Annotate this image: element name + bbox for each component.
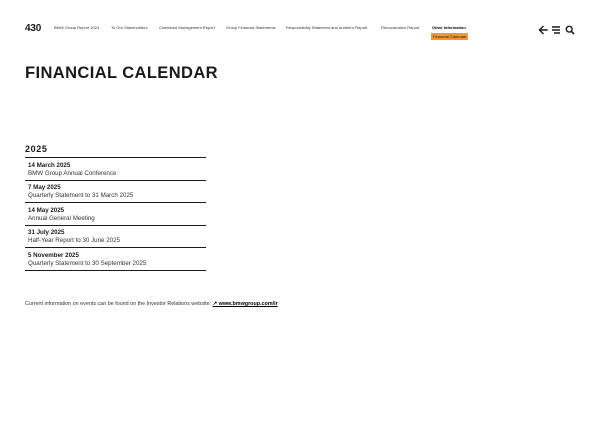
entry-date: 5 November 2025 [28,251,79,259]
external-link-icon: ↗ [212,301,218,307]
nav-item-group-financial-statements[interactable]: Group Financial Statements [226,25,276,30]
nav-item-remuneration-report[interactable]: Remuneration Report [381,25,420,30]
page-number: 430 [25,23,42,34]
arrow-left-icon[interactable] [538,22,548,32]
footer-note-text: Current information on events can be found on the Investor Relations website: [25,301,212,307]
entry-date: 14 May 2025 [28,206,65,214]
nav-item-combined-management-report[interactable]: Combined Management Report [159,25,215,30]
nav-item-to-our-stakeholders[interactable]: To Our Stakeholders [111,25,148,30]
investor-relations-link-text[interactable]: www.bmwgroup.com/ir [218,301,278,307]
entry-event: Annual General Meeting [28,214,95,222]
entry-event: BMW Group Annual Conference [28,169,117,177]
calendar-entry [25,226,206,249]
calendar-entry [25,248,206,271]
investor-relations-note [25,301,278,307]
calendar-entry [25,181,206,204]
entry-event: Quarterly Statement to 31 March 2025 [28,192,134,200]
entry-event: Quarterly Statement to 30 September 2025 [28,259,147,267]
calendar-year: 2025 [25,144,48,154]
entry-date: 31 July 2025 [28,229,65,237]
entry-date: 14 March 2025 [28,161,71,169]
page-title: FINANCIAL CALENDAR [25,64,218,82]
subnav-financial-calendar[interactable]: Financial Calendar [433,34,467,39]
nav-item-other-information[interactable]: Other Information [432,25,466,30]
menu-icon[interactable] [551,22,561,32]
investor-relations-link[interactable] [213,301,278,307]
entry-event: Half-Year Report to 30 June 2025 [28,237,120,245]
search-icon[interactable] [565,22,575,32]
nav-item-responsibility-statement[interactable]: Responsibility Statement and Auditor's Report [286,25,368,30]
entry-date: 7 May 2025 [28,184,61,192]
financial-calendar [25,144,206,271]
calendar-entry [25,158,206,181]
calendar-entry [25,203,206,226]
nav-item-bmw-group-report[interactable]: BMW Group Report 2024 [54,25,100,30]
